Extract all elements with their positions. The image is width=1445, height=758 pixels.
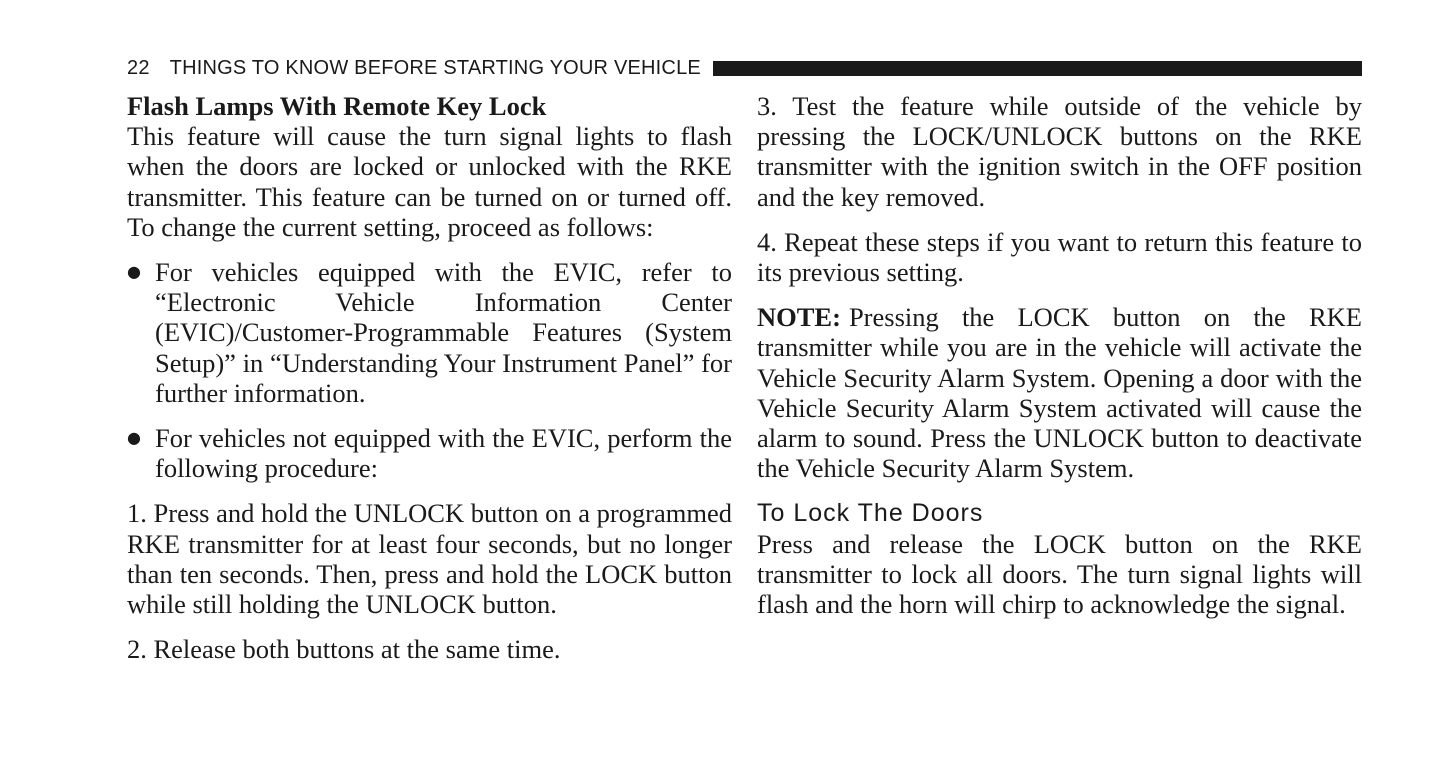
list-item <box>127 257 732 408</box>
right-column <box>757 91 1362 634</box>
page-number: 22 <box>127 56 150 79</box>
note-text: Pressing the LOCK button on the RKE transmitter while you are in the vehicle will activate the Vehicle Security Alarm System. Opening a door with the Vehicle Security Alarm System activated will cause the alarm to sound. Press the UNLOCK button to deactivate the Vehicle Security Alarm System. <box>757 302 1362 484</box>
page-header <box>127 56 1362 80</box>
lock-doors-paragraph: Press and release the LOCK button on the RKE transmitter to lock all doors. The turn signal lights will flash and the horn will chirp to acknowledge the signal. <box>757 528 1362 620</box>
lock-doors-heading: To Lock The Doors <box>757 499 984 528</box>
note-label: NOTE: <box>757 302 841 333</box>
bullet-text: For vehicles not equipped with the EVIC, perform the following procedure: <box>155 423 732 484</box>
section-title: THINGS TO KNOW BEFORE STARTING YOUR VEHICLE <box>169 56 701 79</box>
step-2: 2. Release both buttons at the same time. <box>127 634 561 665</box>
note-paragraph <box>757 302 1362 483</box>
options-list <box>127 257 732 483</box>
step-4: 4. Repeat these steps if you want to return this feature to its previous setting. <box>757 226 1362 288</box>
bullet-icon: ● <box>127 428 141 448</box>
flash-lamps-heading: Flash Lamps With Remote Key Lock <box>127 91 547 121</box>
step-3: 3. Test the feature while outside of the vehicle by pressing the LOCK/UNLOCK buttons on the RKE transmitter with the ignition switch in the OFF position and the key removed. <box>757 91 1362 212</box>
bullet-icon: ● <box>127 262 141 282</box>
bullet-text: For vehicles equipped with the EVIC, refer to “Electronic Vehicle Information Center (EVIC)/Customer-Programmable Features (System Setup)” in “Understanding Your Instrument Panel” for further information. <box>155 257 732 408</box>
intro-paragraph: This feature will cause the turn signal lights to flash when the doors are locked or unlocked with the RKE transmitter. This feature can be turned on or turned off. To change the current setting, proceed as follows: <box>127 121 732 242</box>
list-item <box>127 423 732 483</box>
header-rule <box>713 61 1362 76</box>
left-column <box>127 91 732 679</box>
step-1: 1. Press and hold the UNLOCK button on a programmed RKE transmitter for at least four seconds, but no longer than ten seconds. Then, press and hold the LOCK button while still holding the UNLOCK button. <box>127 498 732 620</box>
